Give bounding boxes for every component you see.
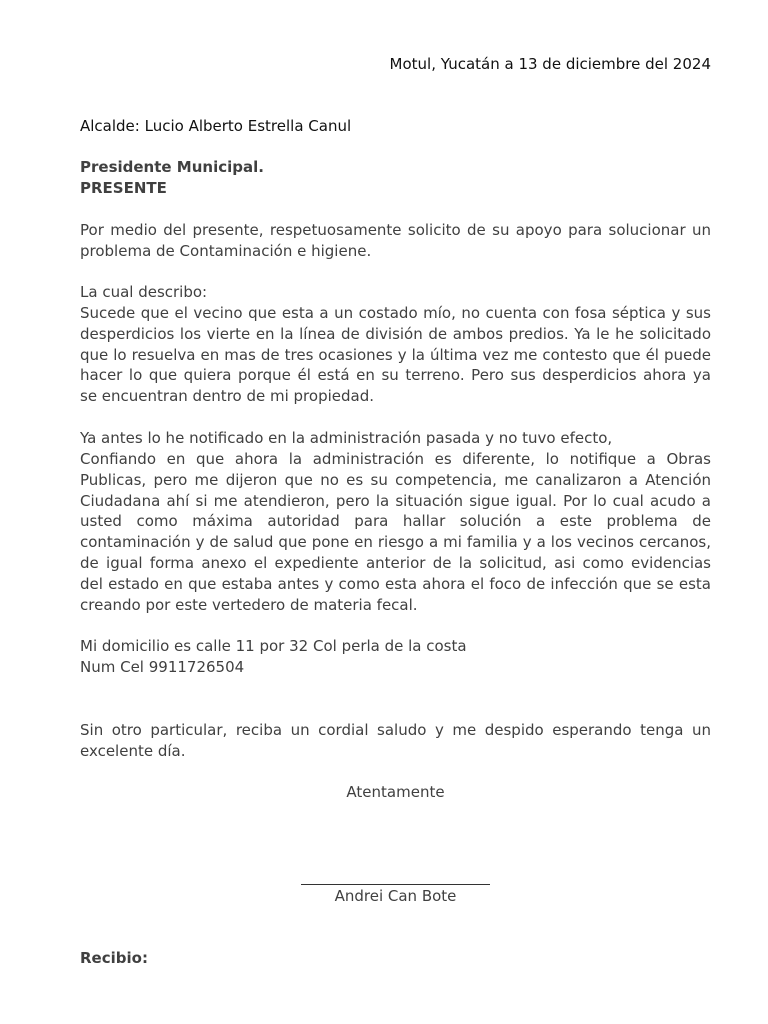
received-label: Recibio: <box>80 949 148 967</box>
follow-up-line: Confiando en que ahora la administración es diferente, lo notifique a Obras <box>80 450 711 468</box>
phone-line: Num Cel 9911726504 <box>80 658 245 676</box>
intro-paragraph <box>80 220 711 262</box>
description-line: Sucede que el vecino que esta a un costado mío, no cuenta con fosa séptica y sus <box>80 304 711 322</box>
place-date: Motul, Yucatán a 13 de diciembre del 2024 <box>389 55 711 73</box>
description-line: hacer lo que quiera porque él está en su terreno. Pero sus desperdicios ahora ya <box>80 366 711 385</box>
previous-notice: Ya antes lo he notificado en la administración pasada y no tuvo efecto, <box>80 429 613 447</box>
signer-name: Andrei Can Bote <box>334 887 457 905</box>
intro-line: Por medio del presente, respetuosamente solicito de su apoyo para solucionar un <box>80 221 711 239</box>
description-paragraph <box>80 303 711 407</box>
follow-up-line: Publicas, pero me dijeron que no es su competencia, me canalizaron a Atención <box>80 470 711 489</box>
salutation: Atentamente <box>346 783 445 801</box>
closing-line: excelente día. <box>80 741 186 760</box>
follow-up-line: creando por este vertedero de materia fecal. <box>80 595 418 614</box>
recipient-name: Alcalde: Lucio Alberto Estrella Canul <box>80 117 352 135</box>
follow-up-line: del estado en que estaba antes y como esta ahora el foco de infección que se esta <box>80 574 711 593</box>
follow-up-line: Ciudadana ahí si me atendieron, pero la situación sigue igual. Por lo cual acudo a <box>80 491 711 510</box>
describe-label: La cual describo: <box>80 283 208 301</box>
address-line: Mi domicilio es calle 11 por 32 Col perla de la costa <box>80 637 467 655</box>
closing-line: Sin otro particular, reciba un cordial saludo y me despido esperando tenga un <box>80 721 711 739</box>
intro-line: problema de Contaminación e higiene. <box>80 241 372 260</box>
description-line: se encuentran dentro de mi propiedad. <box>80 387 374 406</box>
description-line: que lo resuelva en mas de tres ocasiones y la última vez me contesto que él puede <box>80 345 711 364</box>
closing-paragraph <box>80 720 711 762</box>
recipient-title: Presidente Municipal. <box>80 158 264 176</box>
signature-line <box>301 884 490 885</box>
follow-up-line: contaminación y de salud que pone en riesgo a mi familia y a los vecinos cercanos, <box>80 533 711 552</box>
description-line: desperdicios los vierte en la línea de división de ambos predios. Ya le he solicitado <box>80 324 711 343</box>
follow-up-line: usted como máxima autoridad para hallar solución a este problema de <box>80 512 711 531</box>
presente-heading: PRESENTE <box>80 179 167 197</box>
follow-up-line: de igual forma anexo el expediente anterior de la solicitud, asi como evidencias <box>80 553 711 572</box>
follow-up-paragraph <box>80 449 711 615</box>
